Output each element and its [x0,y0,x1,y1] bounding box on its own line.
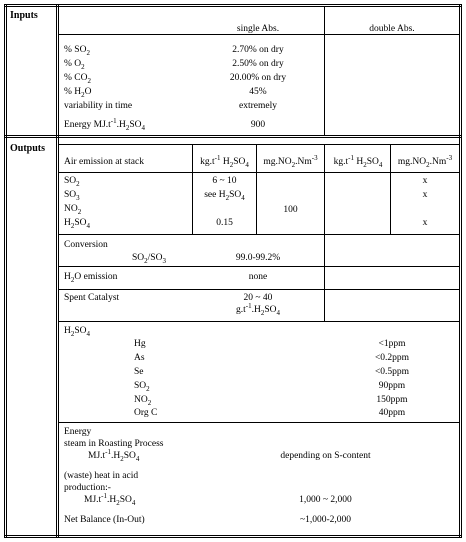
input-value-o2: 2.50% on dry [232,59,284,69]
h2so4-hg-label: Hg [134,339,146,349]
h2so4-se-label: Se [134,367,144,377]
energy-steam-value: depending on S-content [280,451,371,461]
energy-waste-unit: $MJ.t^{-1}.H_2SO_4$ [84,491,136,507]
h2so4-hg-value: <1ppm [378,339,406,349]
air-row-so2: $SO_2$ [64,176,80,188]
input-row-so2: % $SO_2$ [64,45,90,57]
inputs-label: Inputs [10,10,38,21]
conversion-sublabel: $SO_2/SO_3$ [132,253,166,265]
table-border-top [4,4,462,7]
input-value-h2o: 45% [249,87,267,97]
h2so4-no2-value: 150ppm [376,395,408,405]
h2so4-label: $H_2SO_4$ [64,326,91,338]
conversion-label: Conversion [64,240,108,250]
air-bottom-line [59,234,460,235]
air-row-so3: $SO_3$ [64,190,80,202]
output-double-divider [324,144,325,289]
air-unit4: $mg.NO_2.Nm^{-3}$ [397,153,453,169]
table-border-left [4,4,7,538]
input-row-co2: % $CO_2$ [64,73,91,85]
air-top-line [59,144,460,145]
h2o-emission-value: none [248,272,268,282]
section-divider [4,135,462,138]
spent-catalyst-label: Spent Catalyst [64,293,120,303]
air-unit1: $kg.t^{-1}$ $H_2SO_4$ [200,153,249,169]
h2so4-as-label: As [134,353,145,363]
air-row-no2: $NO_2$ [64,204,82,216]
energy-waste-label1: (waste) heat in acid [64,471,139,481]
h2so4-no2-label: $NO_2$ [134,395,152,407]
energy-waste-label2: production:- [64,483,111,493]
input-row-o2: % $O_2$ [64,59,85,71]
air-header-line [59,172,460,173]
input-value-so2: 2.70% on dry [232,45,284,55]
air-unit2: $mg.NO_2.Nm^{-3}$ [263,153,318,169]
input-value-variability: extremely [239,101,277,111]
air-h2so4-mark: x [422,218,428,228]
h2so4-orgc-value: 40ppm [378,408,406,418]
air-h2so4-value: 0.15 [216,218,233,228]
spent-catalyst-unit: $g.t^{-1}.H_2SO_4$ [235,301,280,317]
catalyst-bottom-line [59,321,460,322]
h2o-bottom-line [59,289,460,290]
h2so4-so2-value: 90ppm [378,381,406,391]
air-emission-title: Air emission at stack [64,157,144,167]
input-value-co2: 20.00% on dry [229,73,287,83]
h2so4-bottom-line [59,422,460,423]
h2so4-se-value: <0.5ppm [374,367,410,377]
conversion-bottom-line [59,266,460,267]
h2o-emission-label: $H_2O$ emission [64,272,118,284]
table-border-right [459,4,462,538]
single-abs-header: single Abs. [236,24,280,34]
input-row-h2o: % $H_2O$ [64,87,92,99]
input-row-energy: Energy $MJ.t^{-1}.H_2SO_4$ [64,116,146,132]
air-row-h2so4: $H_2SO_4$ [64,218,91,230]
input-row-variability: variability in time [64,101,133,111]
table-border-bottom [4,535,462,538]
catalyst-divider [324,289,325,321]
energy-steam-label: steam in Roasting Process [64,439,164,449]
h2so4-orgc-label: Org C [134,408,158,418]
label-column-divider [56,4,59,538]
energy-label: Energy [64,427,92,437]
air-unit3: $kg.t^{-1}$ $H_2SO_4$ [333,153,383,169]
double-abs-header: double Abs. [369,24,415,34]
spent-catalyst-value: 20 ~ 40 [243,293,273,303]
air-so2-mark: x [422,176,428,186]
outputs-label: Outputs [10,143,46,154]
h2so4-as-value: <0.2ppm [374,353,410,363]
input-value-energy: 900 [250,120,266,130]
air-no2-value: 100 [283,205,298,215]
net-balance-label: Net Balance (In-Out) [64,515,145,525]
air-so2-value: 6 ~ 10 [212,176,237,186]
air-so3-value: see $H_2SO_4$ [204,190,245,202]
h2so4-so2-label: $SO_2$ [134,381,150,393]
air-so3-mark: x [422,190,428,200]
emission-data-table [4,4,462,538]
energy-waste-value: 1,000 ~ 2,000 [299,495,352,505]
energy-steam-unit: $MJ.t^{-1}.H_2SO_4$ [88,447,140,463]
net-balance-value: ~1,000-2,000 [299,515,352,525]
conversion-value: 99.0-99.2% [235,253,281,263]
